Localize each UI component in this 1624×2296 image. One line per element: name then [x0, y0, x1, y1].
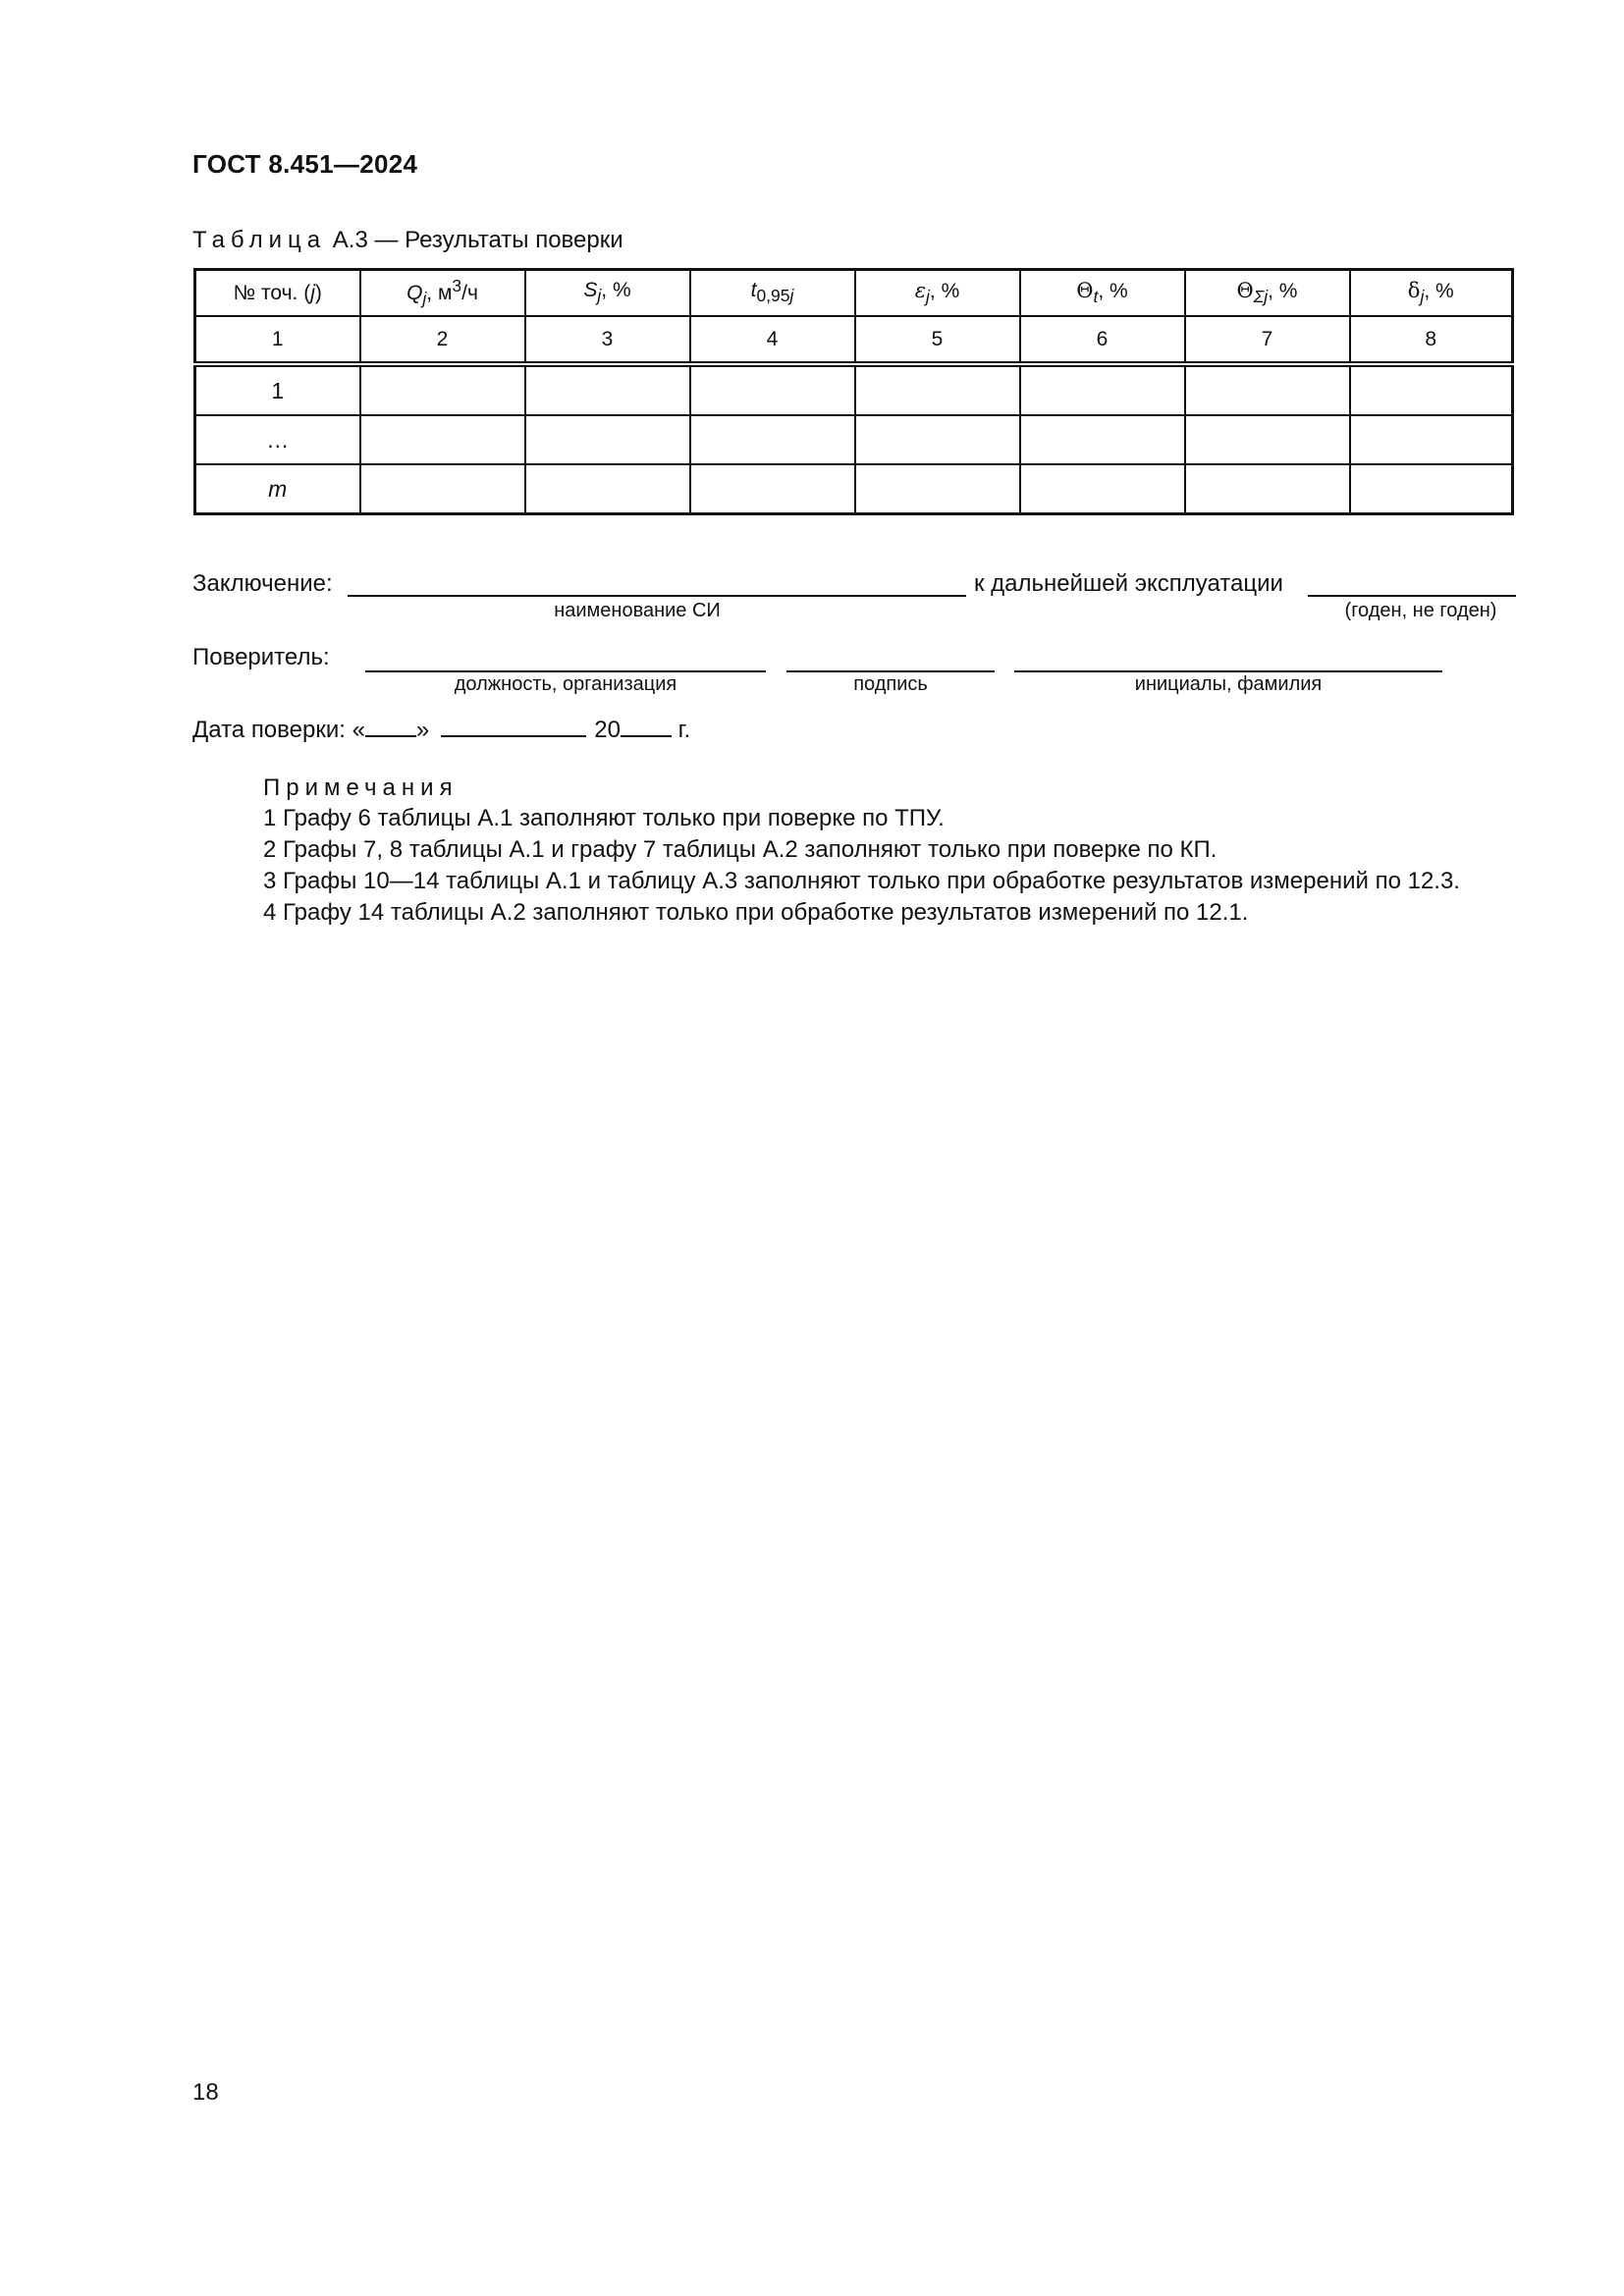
table-caption-prefix: Таблица [192, 227, 327, 253]
fit-status-caption: (годен, не годен) [1344, 600, 1497, 621]
column-header-random-error: $\varepsilon_j$, % [855, 270, 1020, 317]
year-blank [621, 735, 672, 737]
table-row [195, 464, 1513, 514]
table-cell [855, 364, 1020, 415]
table-cell [525, 364, 690, 415]
verifier-label: Поверитель: [192, 644, 330, 670]
table-cell [855, 415, 1020, 464]
si-name-blank [348, 595, 966, 597]
column-header-flow: $Q_j$, $м^3/ч$ [360, 270, 525, 317]
column-header-student: $t_{0,95j}$ [690, 270, 855, 317]
table-cell [1020, 464, 1185, 514]
date-label: Дата поверки: « [192, 717, 365, 743]
date-close-quote: » [415, 717, 430, 743]
column-number: 4 [690, 316, 855, 364]
table-cell [1185, 415, 1350, 464]
table-cell [1350, 464, 1513, 514]
column-number: 3 [525, 316, 690, 364]
conclusion-middle-text: к дальнейшей эксплуатации [974, 570, 1283, 597]
column-number: 6 [1020, 316, 1185, 364]
table-row [195, 364, 1513, 415]
results-table [193, 268, 1514, 515]
table-cell [1020, 415, 1185, 464]
table-cell [1350, 364, 1513, 415]
year-prefix: 20 [594, 717, 621, 743]
column-number: 5 [855, 316, 1020, 364]
column-number: 1 [195, 316, 360, 364]
table-cell [360, 415, 525, 464]
note-item: 1 Графу 6 таблицы А.1 заполняют только при поверке по ТПУ. [263, 805, 945, 831]
row-label: 1 [195, 364, 360, 415]
table-cell [1350, 415, 1513, 464]
column-number: 2 [360, 316, 525, 364]
table-header-row [195, 270, 1513, 317]
signature-caption: подпись [853, 673, 928, 695]
table-row [195, 415, 1513, 464]
table-cell [360, 464, 525, 514]
position-blank [365, 670, 766, 672]
conclusion-label: Заключение: [192, 570, 333, 597]
row-label: m [195, 464, 360, 514]
standard-header: ГОСТ 8.451—2024 [192, 149, 418, 179]
table-cell [855, 464, 1020, 514]
column-number: 8 [1350, 316, 1513, 364]
month-blank [441, 735, 586, 737]
table-cell [360, 364, 525, 415]
column-header-theta-sum: $\Theta_{\Sigma j}$, % [1185, 270, 1350, 317]
table-cell [690, 464, 855, 514]
date-line [192, 717, 690, 744]
name-caption: инициалы, фамилия [1134, 673, 1323, 695]
table-cell [525, 464, 690, 514]
column-header-point: № точ. (j) [195, 270, 360, 317]
column-number: 7 [1185, 316, 1350, 364]
fit-status-blank [1308, 595, 1516, 597]
note-item: 4 Графу 14 таблицы А.2 заполняют только при обработке результатов измерений по 12.1. [263, 899, 1249, 926]
note-item: 2 Графы 7, 8 таблицы А.1 и графу 7 таблицы А.2 заполняют только при поверке по КП. [263, 836, 1218, 863]
page-number: 18 [192, 2079, 219, 2106]
column-number-row [195, 316, 1513, 364]
table-cell [1185, 364, 1350, 415]
table-cell [1020, 364, 1185, 415]
notes-title: Примечания [263, 774, 459, 801]
column-header-sko: $S_j$, % [525, 270, 690, 317]
note-item: 3 Графы 10—14 таблицы А.1 и таблицу А.3 заполняют только при обработке результатов измерений по 12.3. [263, 868, 1460, 894]
si-name-caption: наименование СИ [554, 600, 721, 621]
signature-blank [786, 670, 995, 672]
name-blank [1014, 670, 1442, 672]
year-suffix: г. [671, 717, 691, 743]
day-blank [365, 735, 416, 737]
table-caption-title: А.3 — Результаты поверки [326, 227, 623, 253]
row-label: … [195, 415, 360, 464]
table-cell [690, 415, 855, 464]
column-header-theta-t: $\Theta_t$, % [1020, 270, 1185, 317]
table-cell [690, 364, 855, 415]
column-header-delta: $\delta_j$, % [1350, 270, 1513, 317]
table-cell [525, 415, 690, 464]
table-caption [192, 227, 623, 254]
table-cell [1185, 464, 1350, 514]
position-caption: должность, организация [454, 673, 677, 695]
